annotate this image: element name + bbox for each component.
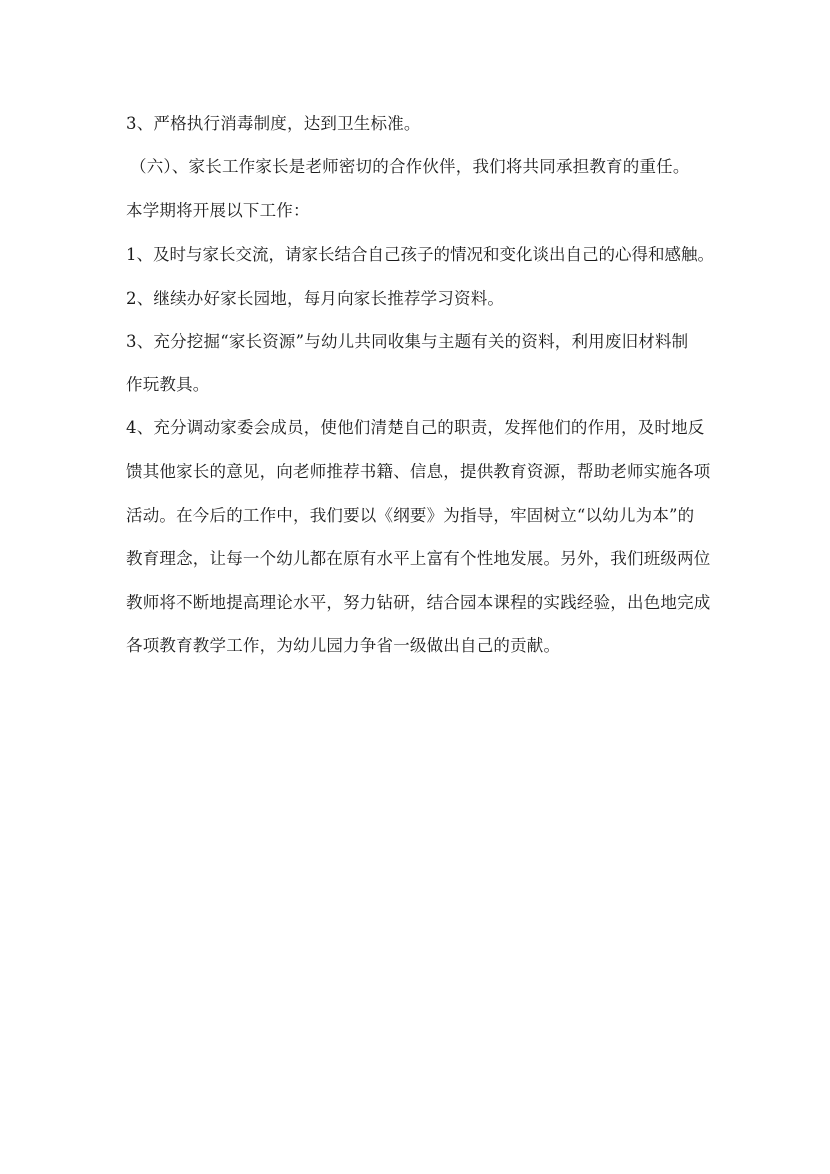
text-line: 4、充分调动家委会成员，使他们清楚自己的职责，发挥他们的作用，及时地反 [126, 418, 705, 437]
text-line: 教育理念，让每一个幼儿都在原有水平上富有个性地发展。另外，我们班级两位 [126, 549, 711, 568]
text-line: 活动。在今后的工作中，我们要以《纲要》为指导，牢固树立“以幼儿为本”的 [126, 506, 695, 525]
text-line: 本学期将开展以下工作： [126, 201, 310, 220]
text-line: 1、及时与家长交流，请家长结合自己孩子的情况和变化谈出自己的心得和感触。 [126, 245, 714, 264]
text-line: 馈其他家长的意见，向老师推荐书籍、信息，提供教育资源，帮助老师实施各项 [126, 462, 711, 481]
text-line: 2、继续办好家长园地，每月向家长推荐学习资料。 [126, 289, 505, 308]
text-line: 教师将不断地提高理论水平，努力钻研，结合园本课程的实践经验，出色地完成 [126, 593, 711, 612]
text-line: 3、严格执行消毒制度，达到卫生标准。 [126, 114, 421, 133]
text-line: 各项教育教学工作，为幼儿园力争省一级做出自己的贡献。 [126, 636, 561, 655]
section-heading: （六）、家长工作家长是老师密切的合作伙伴，我们将共同承担教育的重任。 [130, 157, 690, 176]
text-line: 3、充分挖掘“家长资源”与幼儿共同收集与主题有关的资料，利用废旧材料制 [126, 332, 689, 351]
text-line: 作玩教具。 [126, 375, 210, 394]
